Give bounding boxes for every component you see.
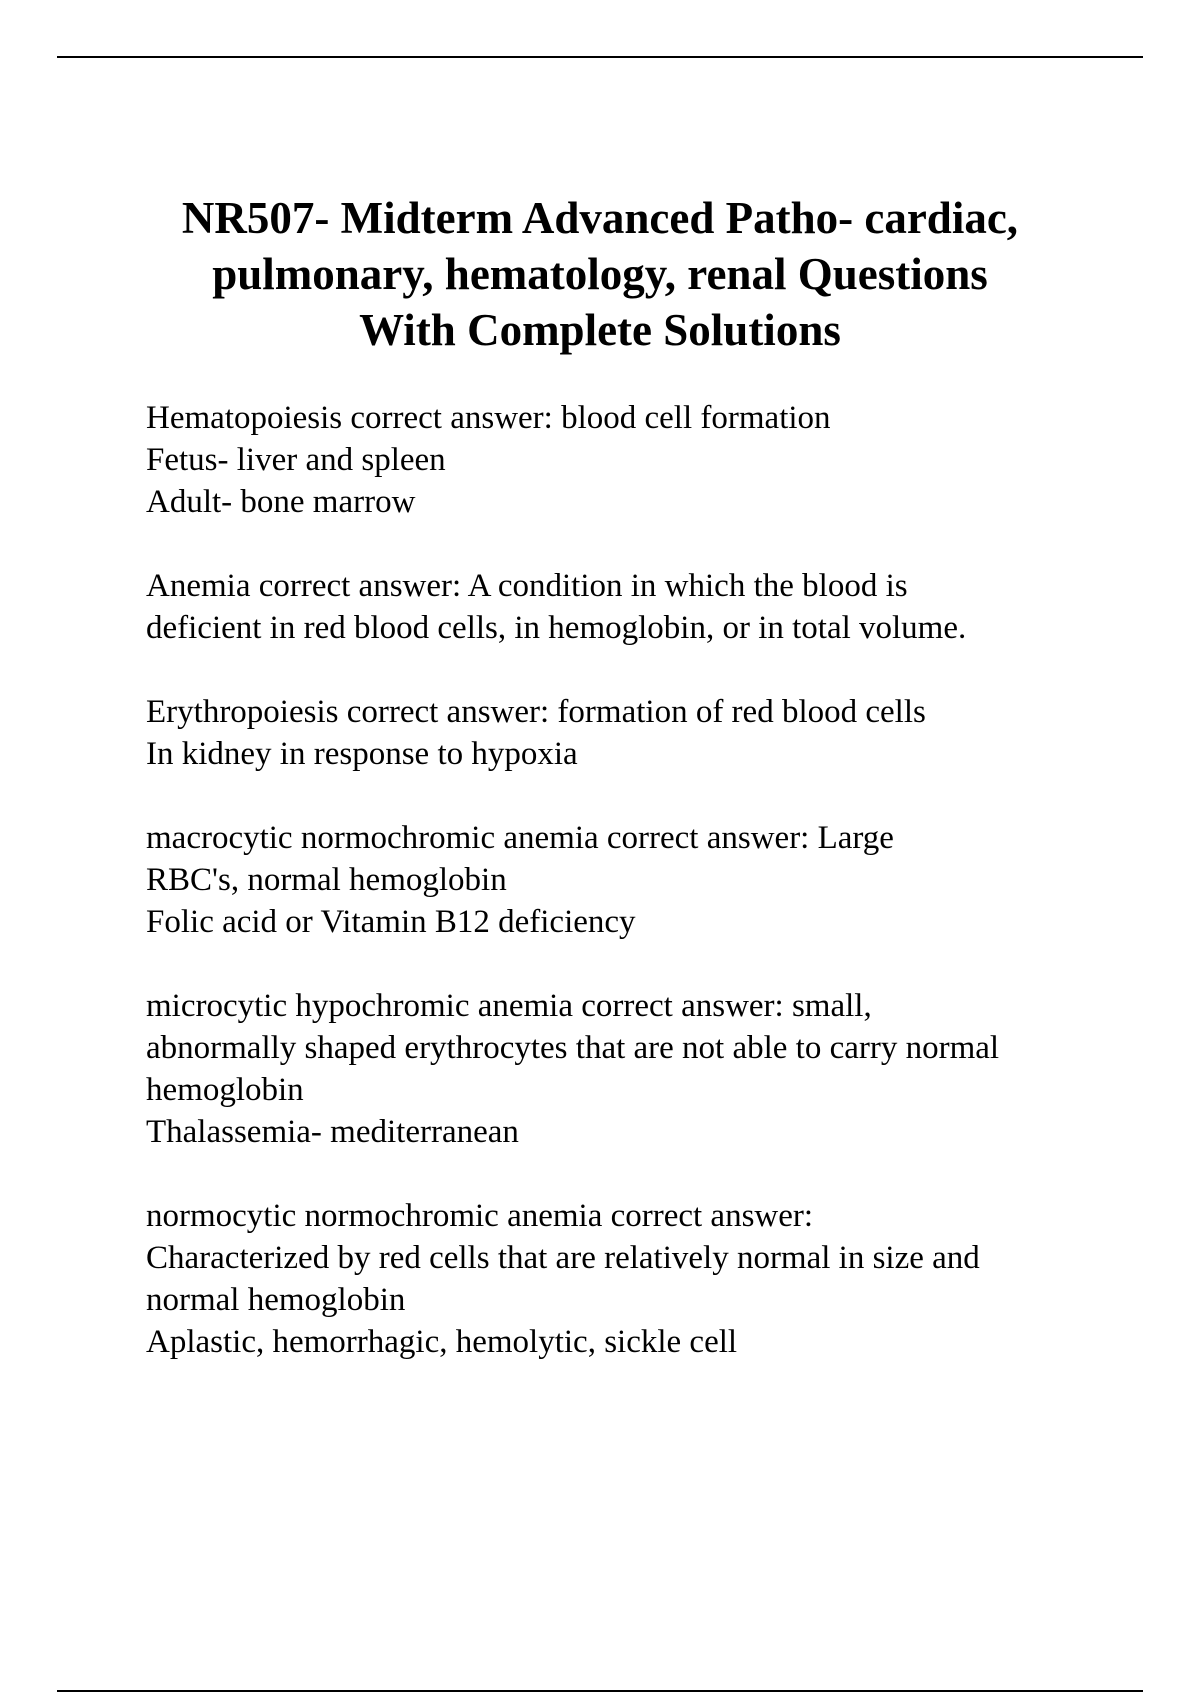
entry-microcytic-hypochromic-anemia bbox=[146, 985, 1126, 1153]
entry-erythropoiesis bbox=[146, 691, 1126, 775]
entry-anemia bbox=[146, 565, 1126, 649]
entry-normocytic-normochromic-anemia bbox=[146, 1195, 1126, 1363]
entry-line: In kidney in response to hypoxia bbox=[146, 736, 578, 772]
entry-line: normocytic normochromic anemia correct answer: bbox=[146, 1198, 814, 1234]
entry-line: Anemia correct answer: A condition in which the blood is bbox=[146, 568, 908, 604]
entry-line: normal hemoglobin bbox=[146, 1282, 406, 1318]
entry-line: RBC's, normal hemoglobin bbox=[146, 862, 507, 898]
entry-line: Hematopoiesis correct answer: blood cell formation bbox=[146, 400, 831, 436]
title-line-2: pulmonary, hematology, renal Questions bbox=[212, 249, 988, 299]
title-line-1: NR507- Midterm Advanced Patho- cardiac, bbox=[181, 193, 1019, 243]
top-rule bbox=[57, 56, 1143, 58]
entry-line: Characterized by red cells that are relatively normal in size and bbox=[146, 1240, 980, 1276]
entry-line: deficient in red blood cells, in hemoglobin, or in total volume. bbox=[146, 610, 967, 646]
entry-line: Aplastic, hemorrhagic, hemolytic, sickle cell bbox=[146, 1324, 738, 1360]
entry-line: Fetus- liver and spleen bbox=[146, 442, 446, 478]
title-line-3: With Complete Solutions bbox=[359, 305, 841, 355]
bottom-rule bbox=[57, 1690, 1143, 1692]
entry-hematopoiesis bbox=[146, 397, 1126, 523]
entry-line: microcytic hypochromic anemia correct answer: small, bbox=[146, 988, 872, 1024]
entry-macrocytic-normochromic-anemia bbox=[146, 817, 1126, 943]
entry-line: hemoglobin bbox=[146, 1072, 304, 1108]
entry-line: Thalassemia- mediterranean bbox=[146, 1114, 519, 1150]
entry-line: Folic acid or Vitamin B12 deficiency bbox=[146, 904, 636, 940]
document-body bbox=[146, 397, 1126, 1405]
entry-line: macrocytic normochromic anemia correct answer: Large bbox=[146, 820, 894, 856]
entry-line: Adult- bone marrow bbox=[146, 484, 416, 520]
entry-line: abnormally shaped erythrocytes that are not able to carry normal bbox=[146, 1030, 1000, 1066]
document-title bbox=[0, 190, 1200, 358]
entry-line: Erythropoiesis correct answer: formation of red blood cells bbox=[146, 694, 926, 730]
